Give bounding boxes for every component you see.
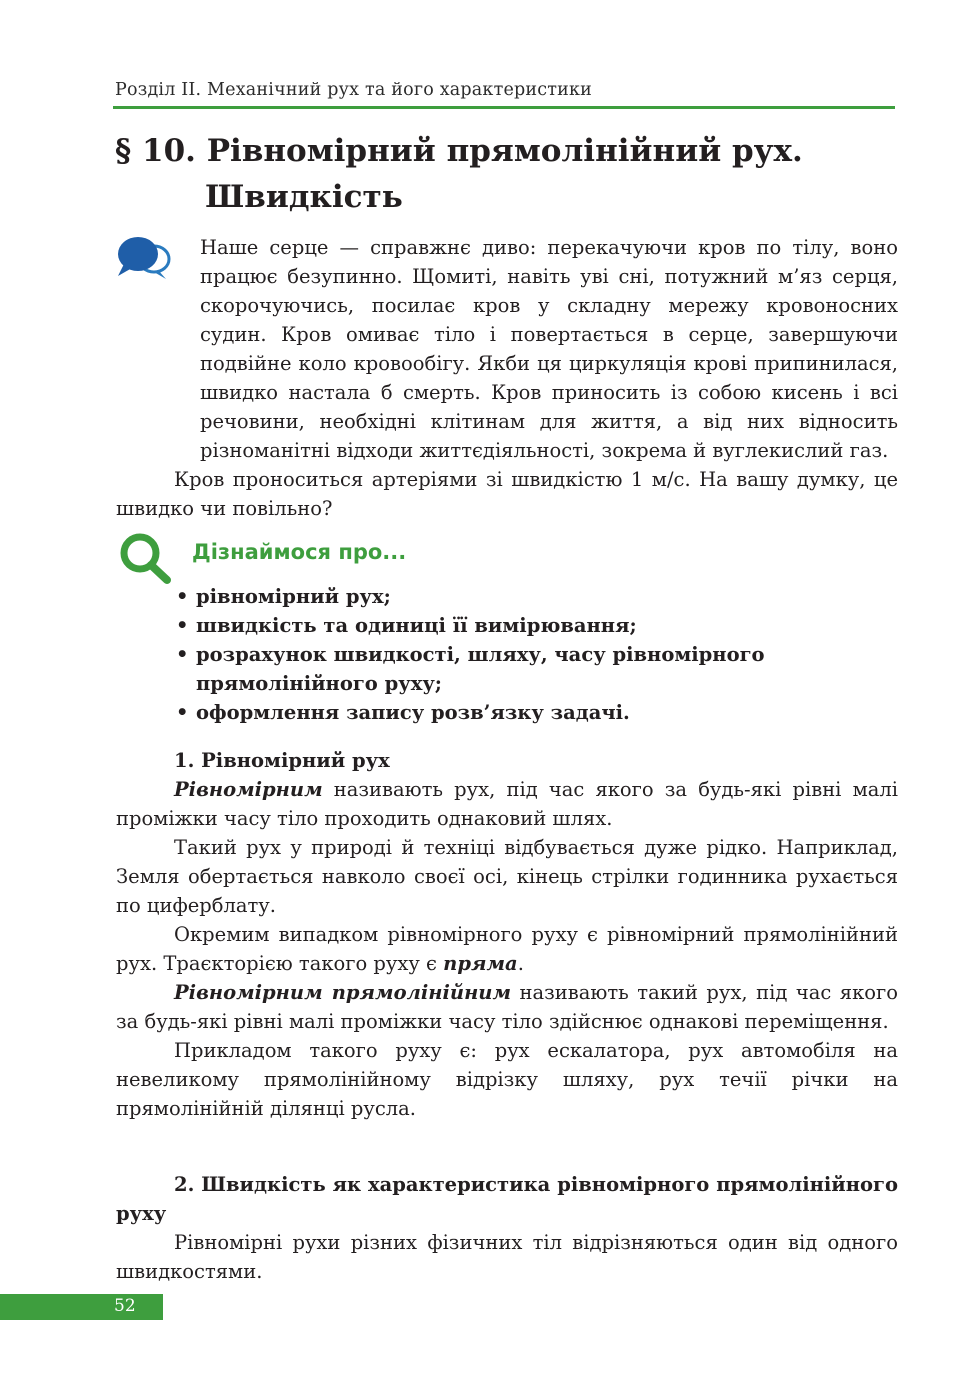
paragraph: Рівномірні рухи різних фізичних тіл відрізняються один від одного швидкостями. (116, 1231, 898, 1283)
term: Рівномірним (174, 778, 323, 801)
learn-heading: Дізнаймося про... (192, 540, 407, 564)
list-item: • розрахунок швидкості, шляху, часу рівномірного прямолінійного руху; (174, 640, 894, 698)
intro-section (116, 233, 898, 523)
learning-topics-list (174, 582, 894, 727)
definition-paragraph (116, 978, 898, 1036)
section-heading: 1. Рівномірний рух (174, 749, 390, 772)
term: Рівномірним прямолінійним (174, 981, 512, 1004)
title-line-2: Швидкість (205, 179, 403, 215)
title-line-1: § 10. Рівномірний прямолінійний рух. (115, 133, 803, 169)
definition-paragraph (116, 775, 898, 833)
paragraph-text: Окремим випадком рівномірного руху є рівномірний прямолінійний рух. Траєкторією такого руху є (116, 923, 898, 975)
section-heading: 2. Швидкість як характеристика рівномірного прямолінійного руху (116, 1173, 898, 1225)
running-header: Розділ ІІ. Механічний рух та його характеристики (115, 80, 593, 100)
intro-question: Кров проноситься артеріями зі швидкістю 1 м/с. На вашу думку, це швидко чи повільно? (116, 468, 898, 520)
paragraph-end: . (517, 952, 524, 975)
paragraph: Такий рух у природі й техніці відбувається дуже рідко. Наприклад, Земля обертається навколо своєї осі, кінець стрілки годинника рухається по циферблату. (116, 836, 898, 917)
page-number: 52 (114, 1296, 136, 1316)
list-item: • швидкість та одиниці її вимірювання; (174, 611, 894, 640)
definition-text: називають рух, під час якого за будь-які рівні малі проміжки часу тіло проходить однаковий шлях. (116, 778, 898, 830)
page-title (115, 128, 905, 220)
definition-text: називають такий рух, під час якого за будь-які рівні малі проміжки часу тіло здійснює однакові переміщення. (116, 981, 898, 1033)
list-item: • рівномірний рух; (174, 582, 894, 611)
paragraph (116, 920, 898, 978)
list-item: • оформлення запису розв’язку задачі. (174, 698, 894, 727)
header-divider (113, 106, 895, 109)
paragraph: Прикладом такого руху є: рух ескалатора, рух автомобіля на невеликому прямолінійному відрізку шляху, рух течії річки на прямолінійній ділянці русла. (116, 1039, 898, 1120)
section-speed (116, 1170, 898, 1286)
section-uniform-motion (116, 746, 898, 1123)
page-number-band (0, 1294, 163, 1320)
magnifier-icon (118, 532, 174, 584)
intro-paragraph: Наше серце — справжнє диво: перекачуючи кров по тілу, воно працює безупинно. Щомиті, навіть уві сні, потужний м’яз серця, скорочуючись, посилає кров у складну мережу кровоносних судин. Кров омиває тіло і повертається в серце, завершуючи подвійне коло кровообігу. Якби ця циркуляція крові припинилася, швидко настала б смерть. Кров приносить із собою кисень і всі речовини, необхідні клітинам для життя, а від них відносить різноманітні відходи життєдіяльності, зокрема й вуглекислий газ. (200, 236, 898, 462)
term: пряма (443, 952, 518, 975)
